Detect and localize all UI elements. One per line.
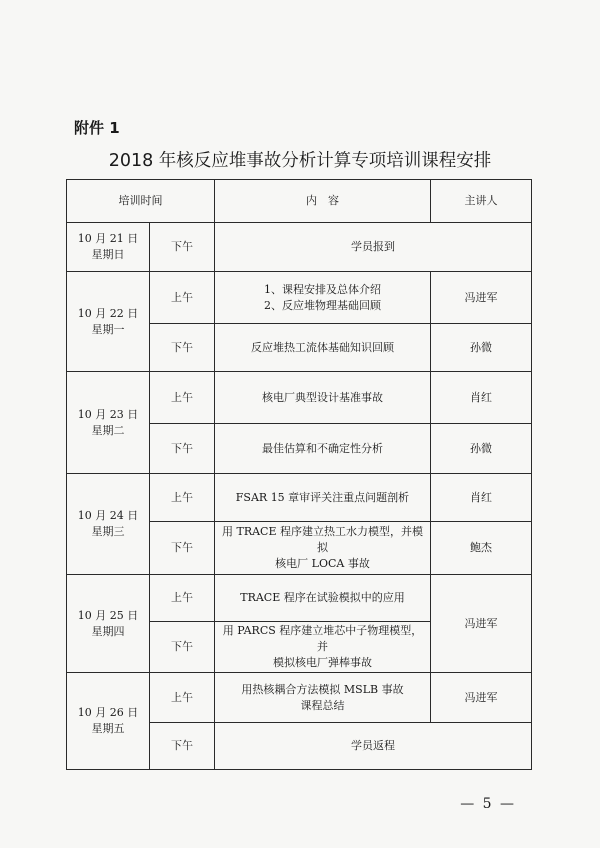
- header-time: 培训时间: [67, 180, 215, 223]
- weekday: 星期三: [91, 525, 125, 538]
- period-cell: 上午: [150, 575, 215, 622]
- table-header-row: [67, 180, 532, 223]
- schedule-table: [66, 179, 532, 770]
- date-cell: [67, 272, 150, 372]
- header-content: 内 容: [215, 180, 431, 223]
- period-cell: 下午: [150, 622, 215, 673]
- content-cell: [215, 223, 532, 272]
- content-line: 反应堆热工流体基础知识回顾: [251, 340, 394, 354]
- date: 10 月 24 日: [77, 509, 139, 522]
- table-row: [67, 372, 532, 424]
- content-cell: [215, 424, 431, 474]
- content-line: 学员报到: [351, 240, 395, 253]
- weekday: 星期二: [91, 423, 125, 437]
- content-cell: [215, 575, 431, 622]
- period-cell: 上午: [150, 673, 215, 723]
- content-line: 学员返程: [351, 739, 395, 752]
- table-row: [67, 474, 532, 522]
- document-title: 2018 年核反应堆事故分析计算专项培训课程安排: [108, 151, 492, 171]
- content-line: 课程总结: [300, 698, 345, 712]
- lecturer-cell: 肖红: [431, 372, 532, 424]
- table-row: [67, 575, 532, 622]
- content-cell: [215, 324, 431, 372]
- date: 10 月 25 日: [77, 608, 139, 622]
- weekday: 星期四: [91, 624, 125, 638]
- lecturer-cell: 鲍杰: [431, 522, 532, 575]
- content-line: TRACE 程序在试验模拟中的应用: [240, 591, 405, 604]
- weekday: 星期一: [91, 322, 125, 336]
- period-cell: 下午: [150, 522, 215, 575]
- lecturer-cell: 冯进军: [431, 575, 532, 673]
- period-cell: 下午: [150, 424, 215, 474]
- content-line: 模拟核电厂弹棒事故: [273, 656, 372, 669]
- period-cell: 上午: [150, 272, 215, 324]
- period-cell: 下午: [150, 324, 215, 372]
- content-cell: [215, 272, 431, 324]
- content-line: 用 TRACE 程序建立热工水力模型，并模拟: [221, 525, 423, 554]
- weekday: 星期日: [91, 248, 125, 261]
- table-row: [67, 673, 532, 723]
- content-cell: [215, 522, 431, 575]
- period-cell: 上午: [150, 474, 215, 522]
- content-cell: [215, 622, 431, 673]
- content-line: 用热核耦合方法模拟 MSLB 事故: [241, 682, 404, 696]
- date: 10 月 21 日: [77, 232, 139, 245]
- period-cell: 下午: [150, 223, 215, 272]
- date: 10 月 23 日: [77, 407, 139, 421]
- content-cell: [215, 723, 532, 770]
- date-cell: [67, 575, 150, 673]
- date-cell: [67, 223, 150, 272]
- content-line: 最佳估算和不确定性分析: [262, 441, 383, 455]
- content-cell: [215, 673, 431, 723]
- table-row: [67, 223, 532, 272]
- date-cell: [67, 673, 150, 770]
- lecturer-cell: 孙微: [431, 324, 532, 372]
- period-cell: 上午: [150, 372, 215, 424]
- content-cell: [215, 474, 431, 522]
- period-cell: 下午: [150, 723, 215, 770]
- content-line: FSAR 15 章审评关注重点问题剖析: [235, 490, 410, 504]
- table-row: [67, 272, 532, 324]
- date: 10 月 26 日: [77, 706, 139, 719]
- header-lecturer: 主讲人: [431, 180, 532, 223]
- weekday: 星期五: [91, 722, 125, 735]
- attachment-label: 附件 1: [74, 119, 120, 137]
- content-cell: [215, 372, 431, 424]
- lecturer-cell: 孙微: [431, 424, 532, 474]
- lecturer-cell: 肖红: [431, 474, 532, 522]
- content-line: 用 PARCS 程序建立堆芯中子物理模型，并: [222, 624, 423, 653]
- date: 10 月 22 日: [77, 306, 139, 320]
- content-line: 2、反应堆物理基础回顾: [264, 298, 381, 312]
- content-line: 核电厂 LOCA 事故: [275, 557, 370, 570]
- lecturer-cell: 冯进军: [431, 272, 532, 324]
- date-cell: [67, 372, 150, 474]
- content-line: 1、课程安排及总体介绍: [264, 282, 381, 296]
- page-number: — 5 —: [460, 796, 516, 812]
- content-line: 核电厂典型设计基准事故: [262, 390, 383, 404]
- date-cell: [67, 474, 150, 575]
- lecturer-cell: 冯进军: [431, 673, 532, 723]
